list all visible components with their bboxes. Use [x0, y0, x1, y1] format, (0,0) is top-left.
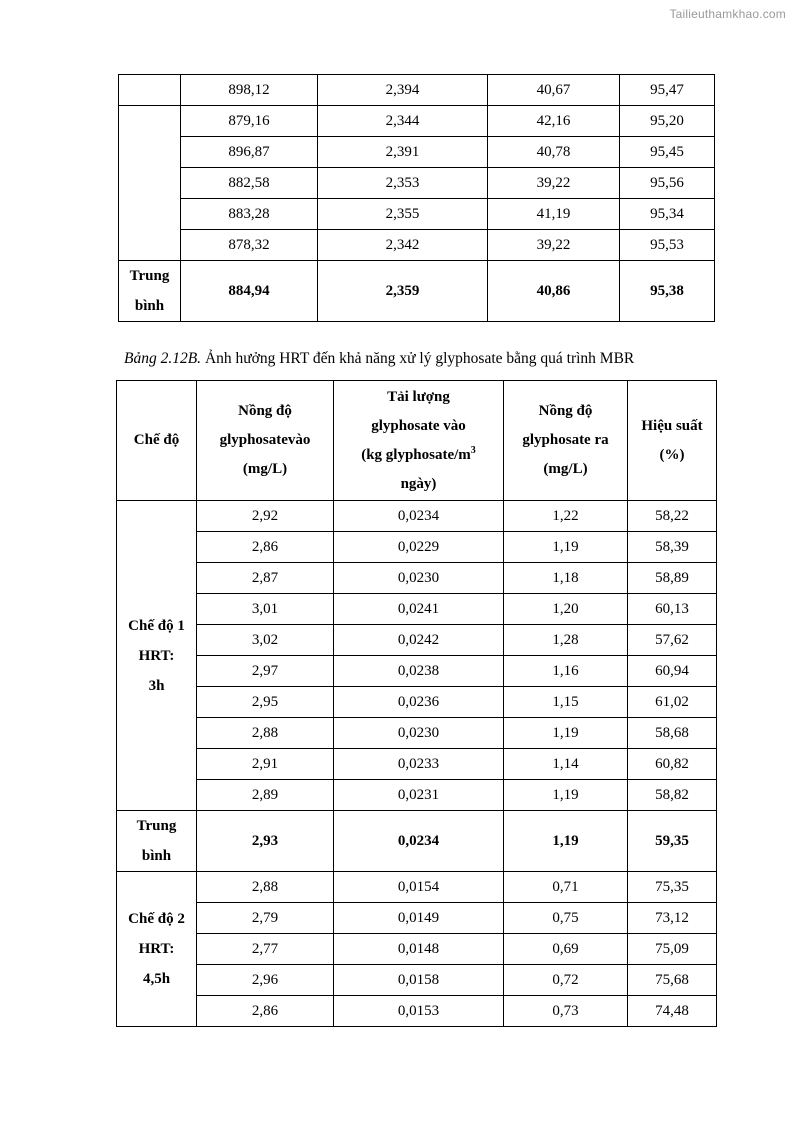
cell: 1,28: [504, 625, 628, 656]
cell: 0,0236: [334, 687, 504, 718]
mode-label-line: HRT:: [138, 647, 175, 664]
cell: 0,0234: [334, 811, 504, 872]
mode-label-line: Chế độ 1: [128, 617, 185, 634]
cell: 40,78: [488, 137, 620, 168]
cell: 60,82: [628, 749, 717, 780]
header-line: (mg/L): [242, 461, 288, 477]
cell: 2,353: [318, 168, 488, 199]
cell: 2,93: [197, 811, 334, 872]
cell: 0,0238: [334, 656, 504, 687]
cell: 3,01: [197, 594, 334, 625]
cell: 1,19: [504, 780, 628, 811]
cell: 95,47: [620, 75, 715, 106]
header-efficiency: [628, 381, 717, 501]
table-row: [117, 594, 717, 625]
cell: 2,79: [197, 903, 334, 934]
average-label: [119, 261, 181, 322]
cell: 40,86: [488, 261, 620, 322]
table-row: [117, 965, 717, 996]
caption-text: Ảnh hưởng HRT đến khả năng xử lý glyphosate bằng quá trình MBR: [201, 350, 635, 367]
table-row: [117, 718, 717, 749]
cell: 0,75: [504, 903, 628, 934]
results-table-continued: [118, 74, 715, 322]
cell: 2,89: [197, 780, 334, 811]
mode-cell-empty: [119, 106, 181, 261]
table-row: [119, 230, 715, 261]
cell: 58,39: [628, 532, 717, 563]
table-row: [117, 780, 717, 811]
header-line: (%): [659, 446, 685, 463]
table-caption: [124, 350, 634, 368]
cell: 2,391: [318, 137, 488, 168]
cell: 57,62: [628, 625, 717, 656]
table-row: [117, 625, 717, 656]
cell: 0,0233: [334, 749, 504, 780]
header-line: glyphosate ra: [522, 432, 609, 448]
cell: 1,16: [504, 656, 628, 687]
cell: 883,28: [181, 199, 318, 230]
cell: 0,0158: [334, 965, 504, 996]
cell: 0,0148: [334, 934, 504, 965]
cell: 2,92: [197, 501, 334, 532]
cell: 95,45: [620, 137, 715, 168]
cell: 61,02: [628, 687, 717, 718]
cell: 2,97: [197, 656, 334, 687]
cell: 878,32: [181, 230, 318, 261]
mode-cell-empty: [119, 75, 181, 106]
cell: 0,73: [504, 996, 628, 1027]
table-row: [117, 872, 717, 903]
cell: 2,344: [318, 106, 488, 137]
table-row: [117, 563, 717, 594]
cell: 882,58: [181, 168, 318, 199]
cell: 1,18: [504, 563, 628, 594]
header-line: glyphosate vào: [371, 417, 466, 434]
header-superscript: 3: [470, 444, 476, 456]
cell: 2,95: [197, 687, 334, 718]
header-line: glyphosatevào: [219, 432, 311, 448]
watermark: Tailieuthamkhao.com: [669, 7, 786, 21]
average-label: [117, 811, 197, 872]
table-row: [119, 137, 715, 168]
table-row: [117, 903, 717, 934]
table-row: [119, 106, 715, 137]
cell: 0,0153: [334, 996, 504, 1027]
cell: 2,91: [197, 749, 334, 780]
cell: 2,342: [318, 230, 488, 261]
table-row: [119, 168, 715, 199]
cell: 2,86: [197, 996, 334, 1027]
cell: 0,72: [504, 965, 628, 996]
caption-label: Bảng 2.12B.: [124, 350, 202, 367]
cell: 95,56: [620, 168, 715, 199]
cell: 2,86: [197, 532, 334, 563]
table-header-row: [117, 381, 717, 501]
cell: 0,0241: [334, 594, 504, 625]
cell: 1,19: [504, 532, 628, 563]
cell: 59,35: [628, 811, 717, 872]
cell: 60,13: [628, 594, 717, 625]
cell: 39,22: [488, 168, 620, 199]
cell: 0,0231: [334, 780, 504, 811]
cell: 879,16: [181, 106, 318, 137]
mode-label-line: 4,5h: [142, 971, 171, 987]
table-row-average: [117, 811, 717, 872]
average-label-line2: bình: [141, 848, 172, 864]
table-row-average: [119, 261, 715, 322]
cell: 884,94: [181, 261, 318, 322]
cell: 1,15: [504, 687, 628, 718]
table-row: [117, 749, 717, 780]
cell: 75,09: [628, 934, 717, 965]
header-conc-in: [197, 381, 334, 501]
table-row: [117, 996, 717, 1027]
cell: 0,0154: [334, 872, 504, 903]
cell: 58,68: [628, 718, 717, 749]
mode-label-line: HRT:: [138, 941, 175, 957]
average-label-line1: Trung: [129, 268, 170, 284]
cell: 2,77: [197, 934, 334, 965]
table-row: [117, 501, 717, 532]
cell: 73,12: [628, 903, 717, 934]
cell: 2,87: [197, 563, 334, 594]
cell: 1,19: [504, 811, 628, 872]
header-line: Hiệu suất: [641, 417, 703, 434]
cell: 2,355: [318, 199, 488, 230]
header-line: Nồng độ: [538, 403, 593, 419]
header-line: ngày): [400, 475, 437, 492]
cell: 0,71: [504, 872, 628, 903]
header-line: (mg/L): [543, 461, 588, 477]
header-line: Tải lượng: [387, 388, 450, 405]
mode-label-line: Chế độ 2: [128, 911, 185, 927]
table-row: [119, 75, 715, 106]
cell: 0,0230: [334, 718, 504, 749]
cell: 42,16: [488, 106, 620, 137]
mode-1-label: [117, 501, 197, 811]
cell: 2,88: [197, 872, 334, 903]
cell: 74,48: [628, 996, 717, 1027]
header-load-in: [334, 381, 504, 501]
cell: 39,22: [488, 230, 620, 261]
table-row: [119, 199, 715, 230]
cell: 2,394: [318, 75, 488, 106]
cell: 898,12: [181, 75, 318, 106]
cell: 1,22: [504, 501, 628, 532]
header-unit: (kg glyphosate/m: [361, 446, 471, 463]
table-row: [117, 934, 717, 965]
mode-2-label: [117, 872, 197, 1027]
table-row: [117, 532, 717, 563]
cell: 0,0242: [334, 625, 504, 656]
cell: 0,0229: [334, 532, 504, 563]
average-label-line2: bình: [134, 298, 165, 314]
cell: 95,38: [620, 261, 715, 322]
cell: 58,22: [628, 501, 717, 532]
cell: 75,68: [628, 965, 717, 996]
header-line: [334, 441, 503, 470]
cell: 1,14: [504, 749, 628, 780]
cell: 2,96: [197, 965, 334, 996]
cell: 60,94: [628, 656, 717, 687]
hrt-effect-table: [116, 380, 717, 1027]
header-line: Nồng độ: [238, 403, 292, 419]
cell: 2,88: [197, 718, 334, 749]
mode-label-line: 3h: [148, 677, 165, 694]
header-conc-out: [504, 381, 628, 501]
cell: 75,35: [628, 872, 717, 903]
cell: 95,53: [620, 230, 715, 261]
cell: 58,89: [628, 563, 717, 594]
cell: 1,19: [504, 718, 628, 749]
table-row: [117, 656, 717, 687]
cell: 3,02: [197, 625, 334, 656]
cell: 58,82: [628, 780, 717, 811]
table-row: [117, 687, 717, 718]
cell: 0,0149: [334, 903, 504, 934]
cell: 40,67: [488, 75, 620, 106]
cell: 0,0234: [334, 501, 504, 532]
cell: 896,87: [181, 137, 318, 168]
cell: 41,19: [488, 199, 620, 230]
average-label-line1: Trung: [136, 818, 177, 834]
header-mode: Chế độ: [117, 381, 197, 501]
cell: 1,20: [504, 594, 628, 625]
cell: 95,20: [620, 106, 715, 137]
cell: 95,34: [620, 199, 715, 230]
cell: 0,0230: [334, 563, 504, 594]
cell: 0,69: [504, 934, 628, 965]
cell: 2,359: [318, 261, 488, 322]
